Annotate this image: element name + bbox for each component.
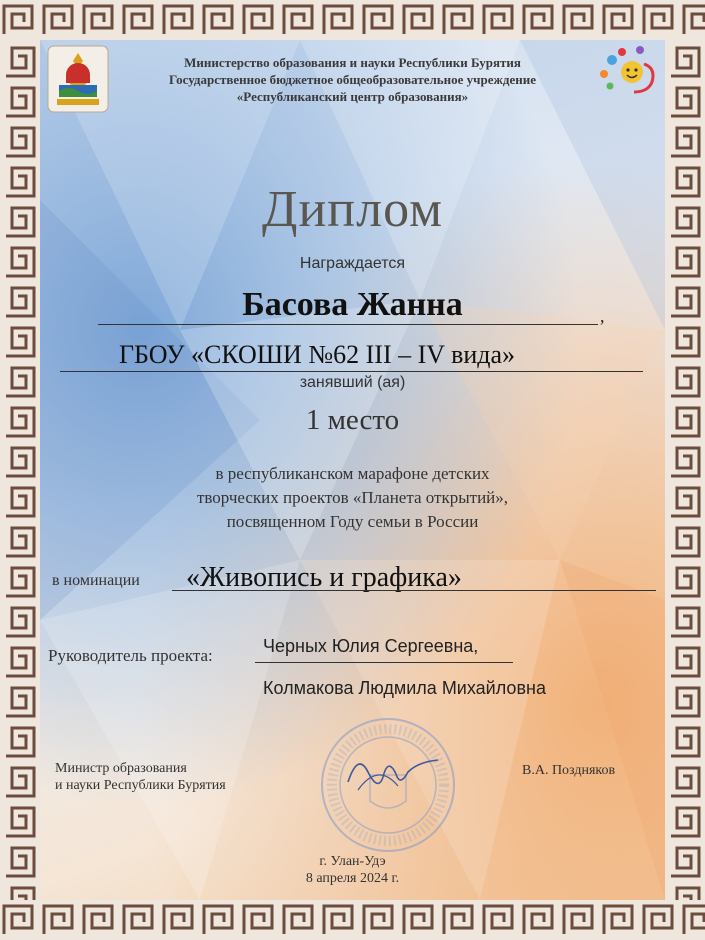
recipient-comma: , bbox=[600, 306, 605, 326]
date: 8 апреля 2024 г. bbox=[305, 871, 400, 886]
event-line-1: в республиканском марафоне детских bbox=[215, 464, 490, 483]
event-line-2: творческих проектов «Планета открытий», bbox=[196, 488, 509, 507]
supervisor-1: Черных Юлия Сергеевна, bbox=[263, 636, 479, 656]
city: г. Улан-Удэ bbox=[319, 854, 386, 869]
school-type-header: Государственное бюджетное общеобразовательное учреждение bbox=[168, 72, 537, 87]
nomination-label: в номинации bbox=[52, 572, 140, 589]
minister-title-line-1: Министр образования bbox=[55, 761, 187, 776]
recipient-underline bbox=[98, 324, 598, 325]
minister-name: В.А. Поздняков bbox=[522, 763, 616, 778]
center-name-header: «Республиканский центр образования» bbox=[236, 89, 469, 104]
recipient-name: Басова Жанна bbox=[242, 286, 463, 323]
supervisor-label: Руководитель проекта: bbox=[48, 646, 213, 665]
diploma-title: Диплом bbox=[262, 181, 443, 238]
place: 1 место bbox=[305, 404, 400, 436]
institution-name: ГБОУ «СКОШИ №62 III – IV вида» bbox=[119, 340, 516, 369]
taken-label: занявший (ая) bbox=[299, 374, 406, 391]
ministry-header: Министерство образования и науки Республики Бурятия bbox=[184, 55, 521, 70]
minister-title-line-2: и науки Республики Бурятия bbox=[55, 778, 226, 793]
supervisor-underline bbox=[255, 662, 513, 663]
nomination-underline bbox=[172, 590, 656, 591]
nomination-title: «Живопись и графика» bbox=[186, 562, 462, 593]
awarded-label: Награждается bbox=[299, 255, 406, 272]
event-line-3: посвященном Году семьи в России bbox=[226, 512, 479, 531]
supervisor-2: Колмакова Людмила Михайловна bbox=[263, 678, 546, 698]
institution-underline bbox=[60, 371, 643, 372]
